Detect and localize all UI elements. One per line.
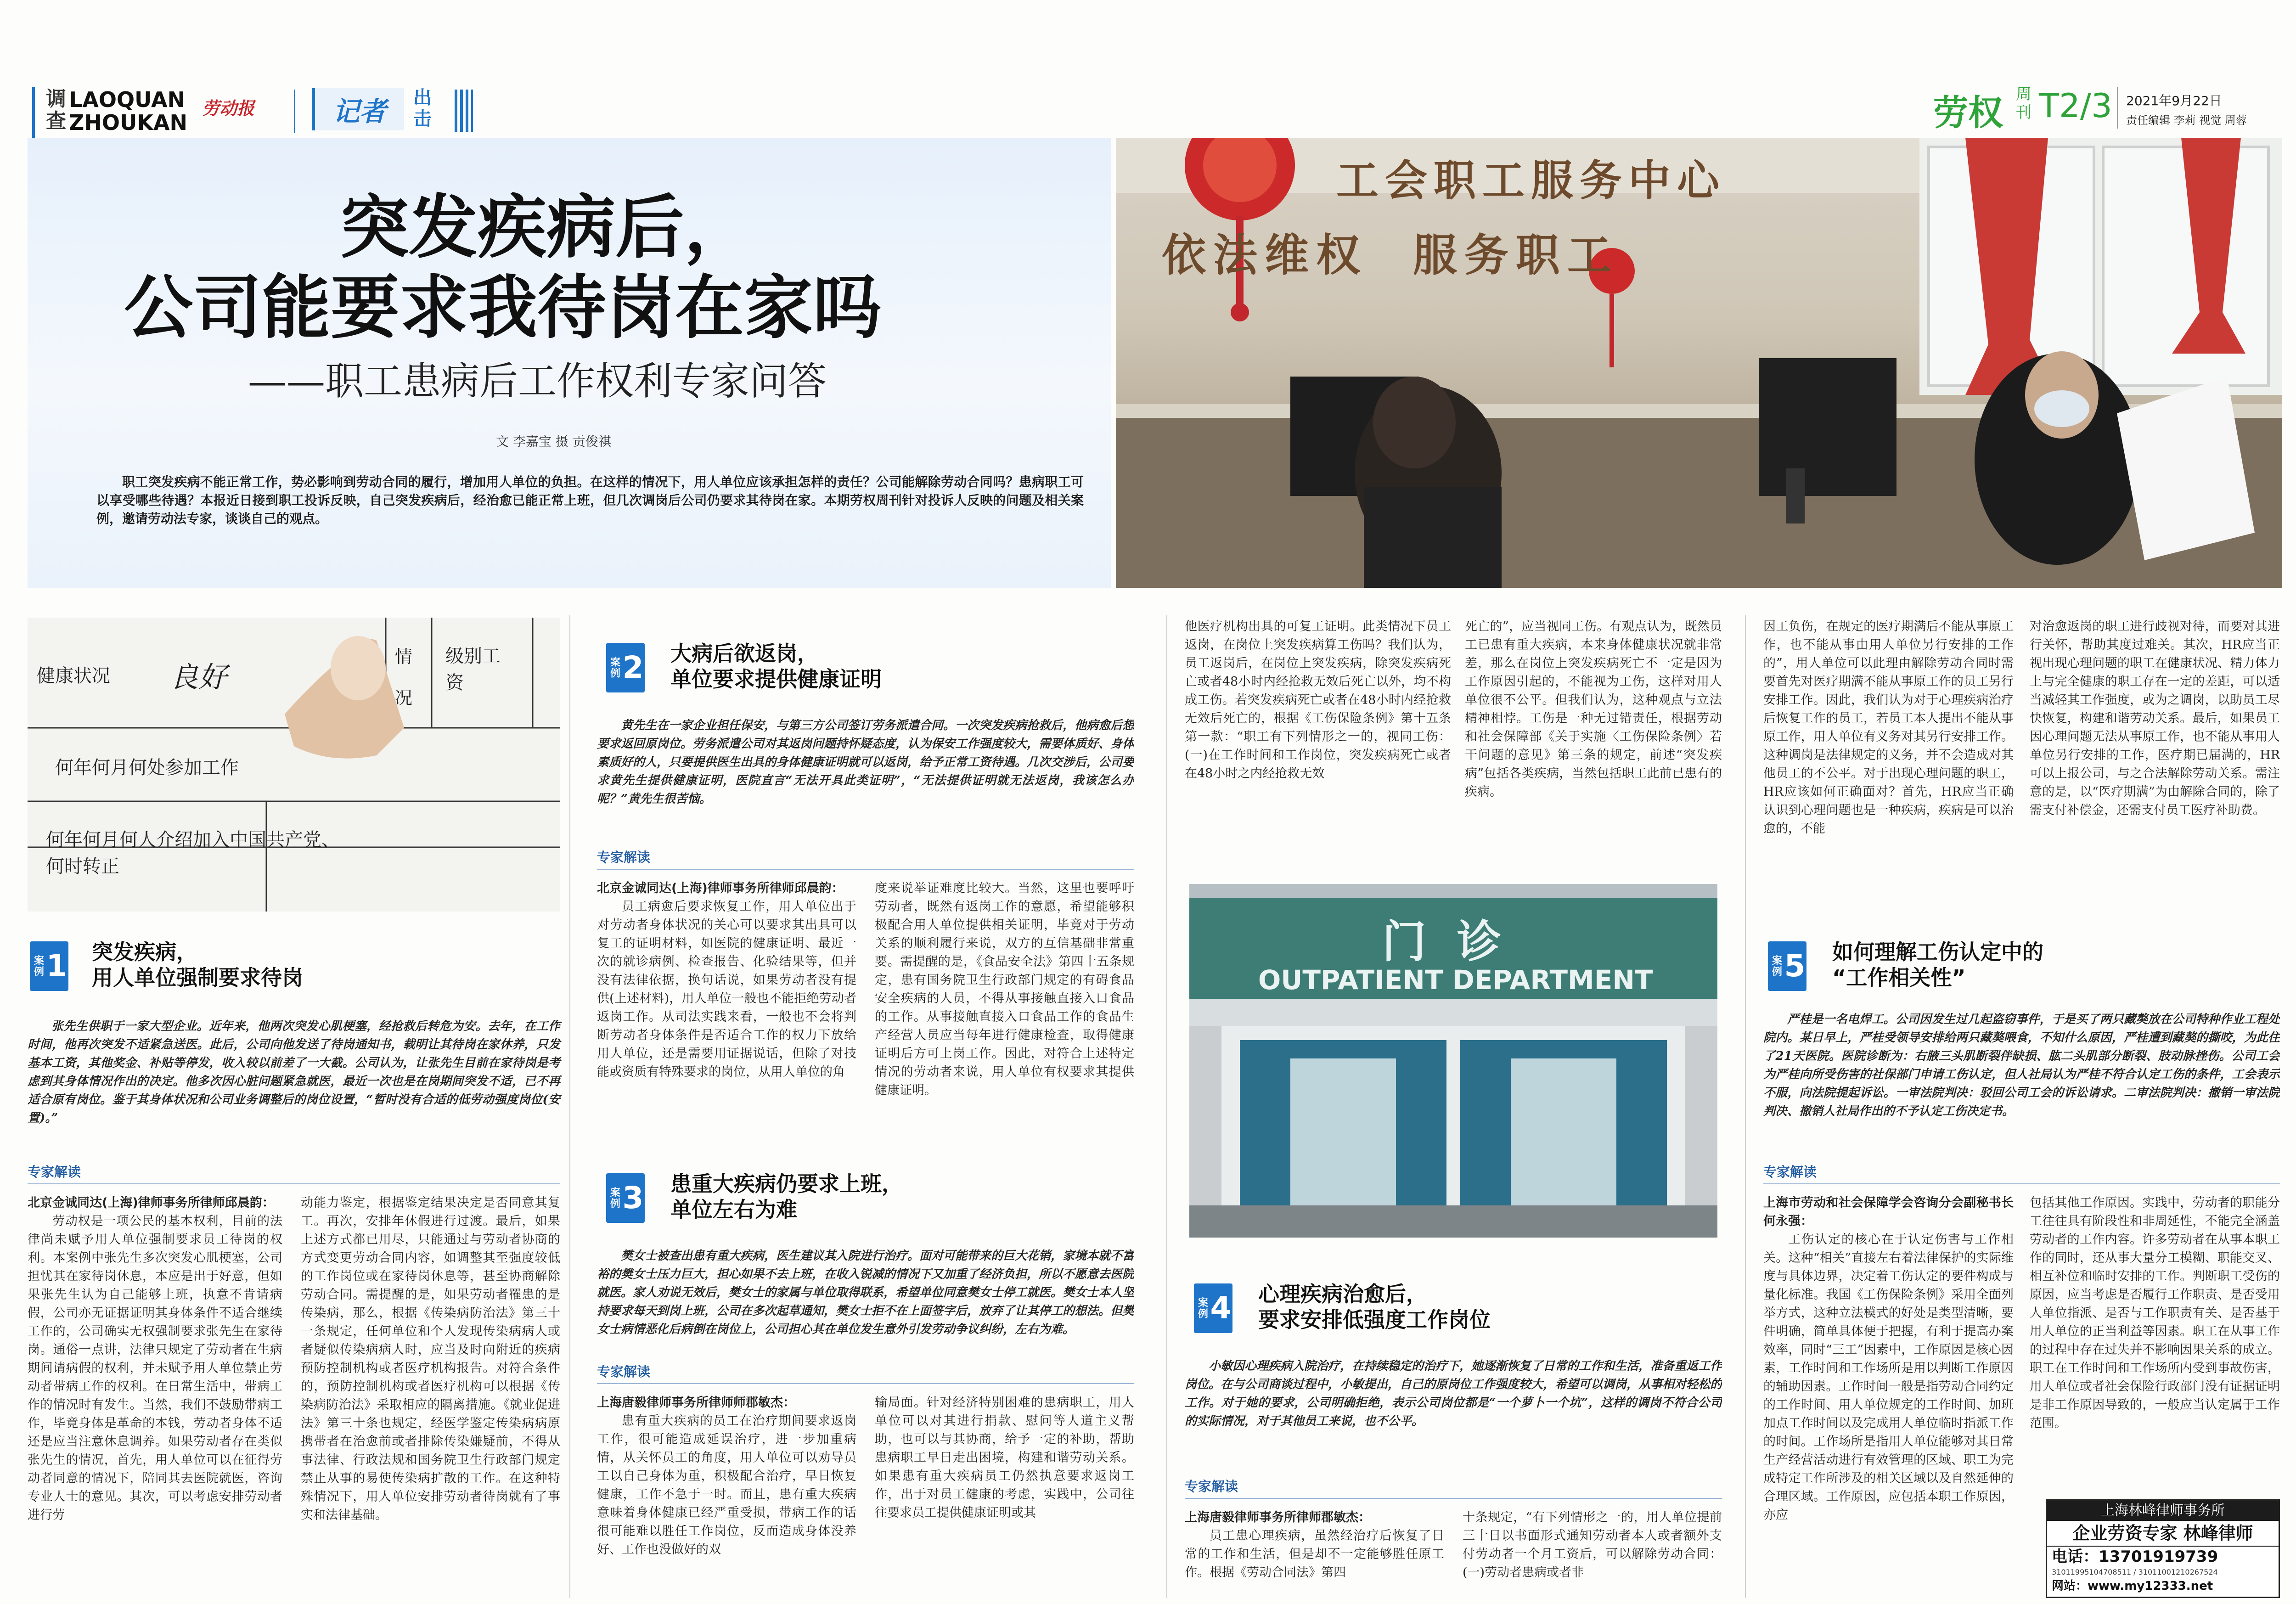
- section-label: 记者: [332, 96, 386, 127]
- service-center-photo: [1116, 138, 2282, 588]
- form-col-label: 情况: [395, 647, 413, 708]
- col6-top-text: 对治愈返岗的职工进行歧视对待，而要对其进行关怀，帮助其度过难关。其次，HR应当正视出现心理问题的职工在健康状况、精力体力上与完全健康的职工存在一定的差距，可以适当减轻其工作强度，或为之调岗，以助员工尽快恢复，构建和谐劳动关系。最后，如果员工因心理问题无法从事原工作，也不能从事用人单位另行安排的工作，医疗期已届满的，HR可以上报公司，与之合法解除劳动关系。需注意的是，以“医疗期满”为由解除合同的，除了需支付补偿金，还需支付员工医疗补助费。: [2030, 619, 2280, 817]
- headline-title-2: 公司能要求我待岗在家吗: [124, 267, 882, 348]
- form-row1-label: 健康状况: [37, 665, 110, 687]
- form-row2-label: 何年何月何处参加工作: [55, 757, 239, 778]
- masthead-left-rule: [32, 87, 35, 142]
- case1-badge: 案例 1: [30, 941, 68, 991]
- ad-numbers: 31011995104708511 / 31011001210267524: [2052, 1568, 2218, 1576]
- case4-intro: 小敏因心理疾病入院治疗，在持续稳定的治疗下，她逐渐恢复了日常的工作和生活，准备重返工作岗位。在与公司商谈过程中，小敏提出，自己的原岗位工作强度较大，希望可以调岗，从事相对轻松的工作。对于她的要求，公司明确拒绝，表示公司岗位都是“一个萝卜一个坑”，这样的调岗不符合公司的实际情况，对于其他员工来说，也不公平。: [1185, 1359, 1722, 1428]
- law-firm-ad[interactable]: [2046, 1499, 2280, 1598]
- case2-badge: 案例 2: [606, 643, 645, 692]
- byline: 文 李嘉宝 摄 贡俊祺: [496, 434, 611, 449]
- col4-top-text: 死亡的”，应当视同工伤。有观点认为，既然员工已患有重大疾病，本来身体健康状况就非常差，那么在岗位上突发疾病死亡不一定是因为工作原因引起的，不能视为工伤，这样对用人单位很不公平。但我们认为，这种观点与立法精神相悖。工伤是一种无过错责任，根据劳动和社会保障部《关于实施〈工伤保险条例〉若干问题的意见》第三条的规定，前述“突发疾病”包括各类疾病，当然包括职工此前已患有的疾病。: [1465, 619, 1722, 799]
- paper-sub: 周 刊: [2016, 85, 2032, 122]
- masthead-divider: [294, 90, 295, 133]
- case5-intro: 严桂是一名电焊工。公司因发生过几起盗窃事件，于是买了两只藏獒放在公司特种作业工程处院内。某日早上，严桂受领导安排给两只藏獒喂食，不知什么原因，严桂遭到藏獒的撕咬，为此住了21天医院。医院诊断为：右腋三头肌断裂伴缺损、肱二头肌部分断裂、肢动脉挫伤。公司工会为严桂向所受伤害的社保部门申请工伤认定，但人社局认为严桂不符合认定工伤的条件，工会表示不服，向法院提起诉讼。一审法院判决：驳回公司工会的诉讼请求。二审法院判决：撤销一审法院判决、撤销人社局作出的不予认定工伤决定书。: [1763, 1013, 2280, 1118]
- case2-body-col2: 度来说举证难度比较大。当然，这里也要呼吁劳动者，既然有返岗工作的意愿，希望能够积极配合用人单位提供相关证明，毕竟对于劳动关系的顺利履行来说，双方的互信基础非常重要。需提醒的是，《食品安全法》第四十五条规定，患有国务院卫生行政部门规定的有碍食品安全疾病的人员，不得从事接触直接入口食品的工作。从事接触直接入口食品工作的食品生产经营人员应当每年进行健康检查，取得健康证明后方可上岗工作。因此，对符合上述特定情况的劳动者来说，用人单位有权要求其提供健康证明。: [875, 881, 1134, 1097]
- service-center-slogan: 依法维权 服务职工: [1162, 229, 1619, 281]
- case5-title: 如何理解工伤认定中的 “工作相关性”: [1832, 940, 2043, 990]
- column-rule: [1745, 615, 1746, 1598]
- case5-badge: 案例 5: [1768, 941, 1806, 991]
- case4-body-col1: 上海唐毅律师事务所律师郡敏杰： 员工患心理疾病，虽然经治疗后恢复了日常的工作和生活，但是却不一定能够胜任原工作。根据《劳动合同法》第四: [1185, 1508, 1444, 1598]
- case4-title: 心理疾病治愈后， 要求安排低强度工作岗位: [1258, 1282, 1491, 1332]
- case3-badge: 案例 3: [606, 1173, 645, 1223]
- lead-paragraph: 职工突发疾病不能正常工作，势必影响到劳动合同的履行，增加用人单位的负担。在这样的情况下，用人单位应该承担怎样的责任？公司能解除劳动合同吗？患病职工可以享受哪些待遇？本报近日接到职工投诉反映，自己突发疾病后，经治愈已能正常上班，但几次调岗后公司仍要求其待岗在家。本期劳权周刊针对投诉人反映的问题及相关案例，邀请劳动法专家，谈谈自己的观点。: [96, 474, 1084, 526]
- case2-expert-tag: 专家解读: [597, 847, 1134, 870]
- case1-title: 突发疾病， 用人单位强制要求待岗: [92, 940, 303, 990]
- masthead: [0, 0, 2296, 138]
- ad-line1: 上海林峰律师事务所: [2047, 1501, 2279, 1521]
- case4-body-col2: 十条规定，“有下列情形之一的，用人单位提前三十日以书面形式通知劳动者本人或者额外支付劳动者一个月工资后，可以解除劳动合同：(一)劳动者患病或者非: [1463, 1510, 1722, 1580]
- case3-body-col1: 上海唐毅律师事务所律师师郡敏杰： 患有重大疾病的员工在治疗期间要求返岗工作，很可能造成延误治疗，进一步加重病情，从关怀员工的角度，用人单位可以劝导员工以自己身体为重，积极配合治疗，早日恢复健康，工作不急于一时。而且，患有重大疾病意味着身体健康已经严重受损，带病工作的话很可能难以胜任工作岗位，反而造成身体没养好、工作也没做好的双: [597, 1394, 856, 1598]
- masthead-logo-cn: 劳动报: [202, 98, 255, 118]
- case3-body-col2: 输局面。针对经济特别困难的患病职工，用人单位可以对其进行捐款、慰问等人道主义帮助，也可以与其协商，给予一定的补助，帮助患病职工早日走出困境，构建和谐劳动关系。如果患有重大疾病员工仍然执意要求返岗工作，出于对员工健康的考虑，实践中，公司往往要求员工提供健康证明或其: [875, 1396, 1134, 1520]
- form-row1-value: 良好: [170, 660, 227, 694]
- ad-phone: 电话：13701919739: [2052, 1548, 2218, 1566]
- case1-intro: 张先生供职于一家大型企业。近年来，他两次突发心肌梗塞，经抢救后转危为安。去年，在工作时间，他再次突发不适紧急送医。此后，公司向他发送了待岗通知书，载明让其待岗在家休养，只发基本工资，其他奖金、补贴等停发，收入较以前差了一大截。公司认为，让张先生目前在家待岗是考虑到其身体情况作出的决定。他多次因心脏问题紧急就医，最近一次也是在岗期间突发不适，已不再适合原有岗位。鉴于其身体状况和公司业务调整后的岗位设置，“暂时没有合适的低劳动强度岗位(安置)。”: [28, 1019, 560, 1125]
- case5-body-col1: 上海市劳动和社会保障学会咨询分会副秘书长何永强： 工伤认定的核心在于认定伤害与工作相关。这种“相关”直接左右着法律保护的实际维度与具体边界，决定着工伤认定的要件构成与量化标准。我国《工伤保险条例》采用全面列举方式，这种立法模式的好处是类型清晰，要件明确，简单具体便于把握，有利于提高办案效率，同时“三工”因素中，工作原因是核心因素，工作时间和工作场所是用以判断工作原因的辅助因素。工作时间一般是指劳动合同约定的工作时间、用人单位规定的工作时间、加班加点工作时间以及完成用人单位临时指派工作的时间。工作场所是指用人单位能够对其日常生产经营活动进行有效管理的区域、职工为完成特定工作所涉及的相关区域以及自然延伸的合理区域。工作原因，应包括本职工作原因，亦应: [1763, 1194, 2014, 1598]
- ad-line2: 企业劳资专家 林峰律师: [2047, 1521, 2279, 1547]
- column-rule: [569, 615, 570, 1598]
- page-code-rule: [2117, 87, 2118, 129]
- service-center-sign: 工会职工服务中心: [1336, 156, 1726, 205]
- ad-site: 网站：www.my12333.net: [2052, 1579, 2213, 1593]
- page-code: T2/3: [2039, 86, 2112, 125]
- headline-subtitle: ——职工患病后工作权利专家问答: [248, 359, 827, 404]
- middle-col-text: 他医疗机构出具的可复工证明。此类情况下员工返岗，在岗位上突发疾病算工伤吗？我们认为，员工返岗后，在岗位上突发疾病，除突发疾病死亡或者48小时内经抢救无效后死亡以外，均不构成工伤。若突发疾病死亡或者在48小时内经抢救无效后死亡的，根据《工伤保险条例》第十五条第一款：“职工有下列情形之一的，视同工伤：(一)在工作时间和工作岗位，突发疾病死亡或者在48小时之内经抢救无效: [1185, 619, 1451, 781]
- case4-badge: 案例 4: [1194, 1283, 1232, 1333]
- paper-name: 劳权: [1933, 92, 2003, 133]
- case5-expert-name: 上海市劳动和社会保障学会咨询分会副秘书长何永强：: [1763, 1196, 2014, 1228]
- case2-title: 大病后欲返岗， 单位要求提供健康证明: [670, 641, 882, 692]
- case2-body-col1: 北京金诚同达(上海)律师事务所律师邱晨韵： 员工病愈后要求恢复工作，用人单位出于对劳动者身体状况的关心可以要求其出具可以复工的证明材料，如医院的健康证明、最近一次的就诊病例、检查报告、化验结果等，但并没有法律依据，换句话说，如果劳动者没有提供(上述材料)，用人单位一般也不能拒绝劳动者返岗工作。从司法实践来看，一般也不会将判断劳动者身体条件是否适合工作的权力下放给用人单位，还是需要用证据说话，但除了对技能或资质有特殊要求的岗位，从用人单位的角: [597, 879, 856, 1141]
- case1-expert-tag: 专家解读: [28, 1162, 560, 1184]
- case5-body-col2: 包括其他工作原因。实践中，劳动者的职能分工往往具有阶段性和非周延性，不能完全涵盖劳动者的工作内容。许多劳动者在从事本职工作的同时，还从事大量分工模糊、职能交叉、相互补位和临时安排的工作。判断职工受伤的原因，应当考虑是否履行工作职责、是否受用人单位指派、是否与工作职责有关、是否基于用人单位的正当利益等因素。职工在从事工作的过程中存在过失并不影响因果关系的成立。职工在工作时间和工作场所内受到事故伤害，用人单位或者社会保险行政部门没有证据证明是非工作原因导致的，一般应当认定属于工作范围。: [2030, 1196, 2280, 1430]
- form-photo: [28, 618, 560, 912]
- col5-top-text: 因工负伤，在规定的医疗期满后不能从事原工作，也不能从事由用人单位另行安排的工作的”，用人单位可以此理由解除劳动合同时需要首先对医疗期满不能从事原工作的员工另行安排工作。因此，我们认为对于心理疾病治疗后恢复工作的员工，若员工本人提出不能从事原工作，用人单位有义务对其另行安排工作。这种调岗是法律规定的义务，并不会造成对其他员工的不公平。对于出现心理问题的职工，HR应该如何正确面对？首先，HR应当正确认识到心理问题也是一种疾病，疾病是可以治愈的，不能: [1763, 619, 2014, 836]
- column-rule: [1166, 615, 1167, 1598]
- section-label-box: [312, 88, 404, 130]
- clinic-sign-en: OUTPATIENT DEPARTMENT: [1258, 964, 1653, 996]
- case5-expert-tag: 专家解读: [1763, 1162, 2280, 1184]
- case3-expert-tag: 专家解读: [597, 1362, 1134, 1384]
- case3-intro: 樊女士被查出患有重大疾病，医生建议其入院进行治疗。面对可能带来的巨大花销，家境本就不富裕的樊女士压力巨大，担心如果不去上班，在收入锐减的情况下又加重了经济负担，所以不愿意去医院就医。家人劝说无效后，樊女士的家属与单位取得联系，希望单位同意樊女士停工就医。樊女士本人坚持要求每天到岗上班，公司在多次起草通知，樊女士拒不在上面签字后，放弃了让其停工的想法。但樊女士病情恶化后病倒在岗位上，公司担心其在单位发生意外引发劳动争议纠纷，左右为难。: [597, 1249, 1134, 1336]
- case2-intro: 黄先生在一家企业担任保安，与第三方公司签订劳务派遣合同。一次突发疾病抢救后，他病愈后想要求返回原岗位。劳务派遣公司对其返岗问题持怀疑态度，认为保安工作强度较大，需要体质好、身体素质好的人，只要提供医生出具的身体健康证明就可以返岗，给予正常工资待遇。几次交涉后，公司要求黄先生提供健康证明，医院直言“无法开具此类证明”，“无法提供证明就无法返岗，我该怎么办呢？”黄先生很苦恼。: [597, 719, 1134, 806]
- form-col-label2: 级别工资: [445, 646, 501, 693]
- case1-body-col1: 北京金诚同达(上海)律师事务所律师邱晨韵： 劳动权是一项公民的基本权利，目前的法律尚未赋予用人单位强制要求员工待岗的权利。本案例中张先生多次突发心肌梗塞，公司担忧其在家待岗休息，本应是出于好意，但如果张先生认为自己能够上班，执意不肯请病假，公司亦无证据证明其身体条件不适合继续工作的，公司确实无权强制要求张先生在家待岗。通俗一点讲，法律只规定了劳动者在生病期间请病假的权利，并未赋予用人单位禁止劳动者带病工作的权利。在日常生活中，带病工作的情况时有发生。当然，我们不鼓励带病工作，毕竟身体是革命的本钱，劳动者身体不适还是应当注意休息调养。如果劳动者存在类似张先生的情况，首先，用人单位可以在征得劳动者同意的情况下，陪同其去医院就医，咨询专业人士的意见。其次，可以考虑安排劳动者进行劳: [28, 1194, 282, 1598]
- form-row3-label: 何年何月何人介绍加入中国共产党、何时转正: [46, 829, 340, 877]
- case2-expert-name: 北京金诚同达(上海)律师事务所律师邱晨韵：: [597, 881, 844, 895]
- case4-expert-tag: 专家解读: [1185, 1476, 1722, 1499]
- editors: 责任编辑 李莉 视觉 周蓉: [2126, 114, 2247, 127]
- case3-title: 患重大疾病仍要求上班， 单位左右为难: [670, 1171, 903, 1222]
- masthead-logo: LAOQUAN ZHOUKAN: [69, 87, 188, 135]
- case4-expert-name: 上海唐毅律师事务所律师郡敏杰：: [1185, 1510, 1371, 1525]
- clinic-sign-cn: 门 诊: [1382, 916, 1501, 968]
- case3-expert-name: 上海唐毅律师事务所律师师郡敏杰：: [597, 1396, 795, 1410]
- masthead-side-chars: 调 查: [46, 87, 66, 133]
- case1-body-col2: 动能力鉴定，根据鉴定结果决定是否同意其复工。再次，安排年休假进行过渡。最后，如果上述方式都已用尽，只能通过与劳动者协商的方式变更劳动合同内容，如调整其至强度较低的工作岗位或在家待岗休息等，甚至协商解除劳动合同。需提醒的是，如果劳动者罹患的是传染病，那么，根据《传染病防治法》第三十一条规定，任何单位和个人发现传染病病人或者疑似传染病病人时，应当及时向附近的疾病预防控制机构或者医疗机构报告。对符合条件的，预防控制机构或者医疗机构可以根据《传染病防治法》采取相应的隔离措施。《就业促进法》第三十条也规定，经医学鉴定传染病病原携带者在治愈前或者排除传染嫌疑前，不得从事法律、行政法规和国务院卫生行政部门规定禁止从事的易使传染病扩散的工作。在这种特殊情况下，用人单位安排劳动者待岗就有了事实和法律基础。: [301, 1196, 560, 1522]
- clinic-photo: [1189, 884, 1717, 1238]
- section-sub: 出 击: [413, 87, 432, 129]
- masthead-mid-rule: [455, 90, 473, 132]
- case1-expert-name: 北京金诚同达(上海)律师事务所律师邱晨韵：: [28, 1196, 275, 1210]
- headline-title-1: 突发疾病后，: [340, 187, 754, 268]
- issue-date: 2021年9月22日: [2126, 93, 2222, 108]
